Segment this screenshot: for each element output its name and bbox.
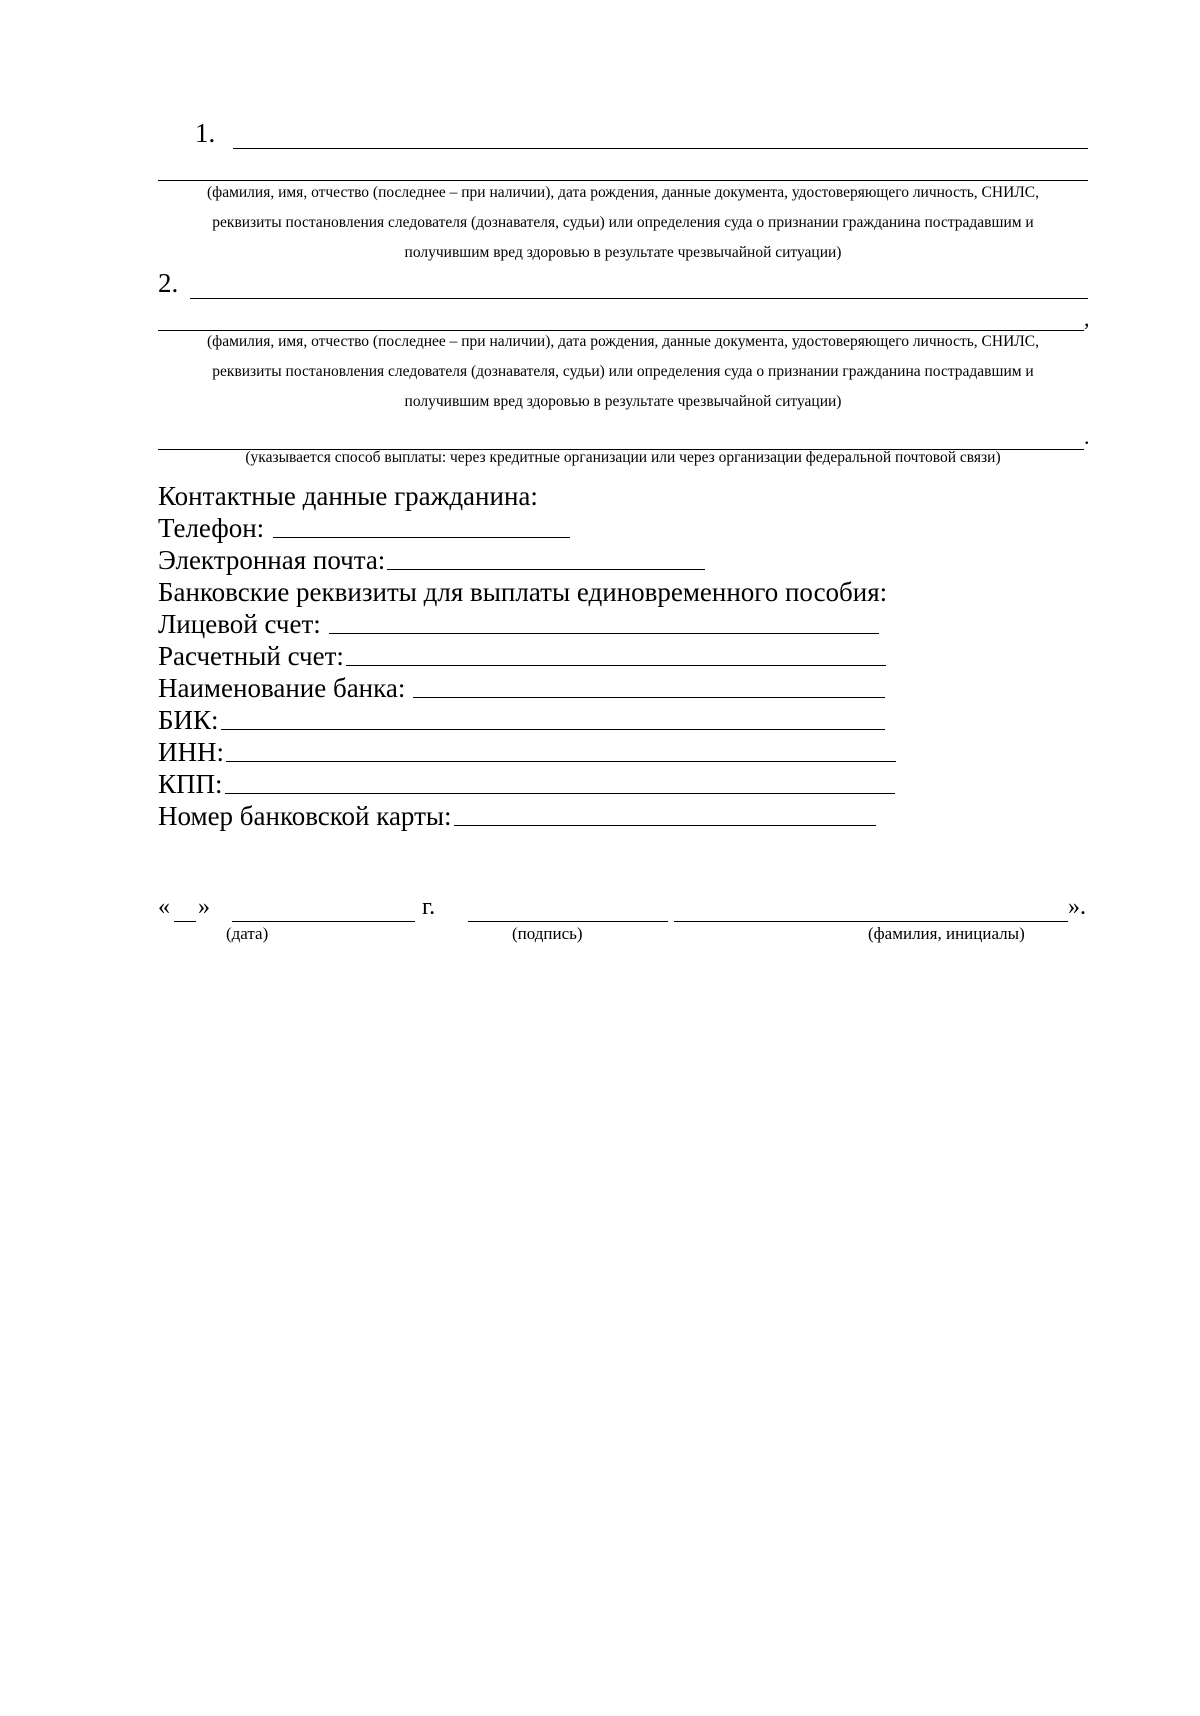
phone-field[interactable]	[273, 513, 570, 538]
email-field[interactable]	[387, 545, 705, 570]
kpp-field[interactable]	[225, 769, 895, 794]
bik-label: БИК:	[158, 705, 219, 735]
bank-details-heading: Банковские реквизиты для выплаты единовременного пособия:	[158, 577, 888, 607]
personal-account-row	[158, 608, 879, 640]
personal-account-field[interactable]	[329, 609, 879, 634]
phone-row	[158, 512, 570, 544]
personal-account-label: Лицевой счет:	[158, 609, 321, 639]
signature-end-mark: ».	[1068, 894, 1086, 920]
settlement-account-row	[158, 640, 886, 672]
person1-caption-line-1: (фамилия, имя, отчество (последнее – при наличии), дата рождения, данные документа, удостоверяющего личность, СНИЛС,	[206, 184, 1039, 201]
full-name-caption: (фамилия, инициалы)	[868, 924, 1025, 943]
email-label: Электронная почта:	[158, 545, 386, 575]
bank-name-field[interactable]	[413, 673, 885, 698]
payment-method-trailing-dot: .	[1084, 424, 1090, 449]
full-name-field[interactable]	[674, 921, 1068, 922]
person1-caption-line-2: реквизиты постановления следователя (дознавателя, судьи) или определения суда о признании гражданина пострадавшим и	[212, 214, 1034, 231]
card-number-field[interactable]	[454, 801, 876, 826]
kpp-row	[158, 768, 895, 800]
bank-name-row	[158, 672, 885, 704]
day-open-quote: «	[158, 894, 170, 920]
item-number-2: 2.	[158, 268, 179, 298]
person2-caption-line-3: получившим вред здоровью в результате чрезвычайной ситуации)	[404, 393, 842, 410]
inn-label: ИНН:	[158, 737, 224, 767]
bik-row	[158, 704, 885, 736]
person2-caption-line-1: (фамилия, имя, отчество (последнее – при наличии), дата рождения, данные документа, удостоверяющего личность, СНИЛС,	[206, 333, 1039, 350]
day-close-quote: »	[198, 894, 210, 920]
signature-field[interactable]	[468, 921, 668, 922]
person2-field-line-1[interactable]	[190, 298, 1088, 299]
email-row	[158, 544, 705, 576]
person2-trailing-comma: ,	[1084, 306, 1090, 331]
bank-name-label: Наименование банка:	[158, 673, 406, 703]
date-caption: (дата)	[226, 924, 269, 943]
payment-method-caption: (указывается способ выплаты: через кредитные организации или через организации федеральной почтовой связи)	[245, 449, 1001, 466]
day-field[interactable]	[174, 921, 196, 922]
contacts-heading: Контактные данные гражданина:	[158, 481, 538, 511]
kpp-label: КПП:	[158, 769, 223, 799]
phone-label: Телефон:	[158, 513, 265, 543]
person1-caption-line-3: получившим вред здоровью в результате чрезвычайной ситуации)	[404, 244, 842, 261]
date-field[interactable]	[232, 921, 415, 922]
bik-field[interactable]	[221, 705, 885, 730]
signature-caption: (подпись)	[512, 924, 583, 943]
card-number-row	[158, 800, 876, 832]
person1-field-line-1[interactable]	[233, 148, 1088, 149]
inn-field[interactable]	[226, 737, 896, 762]
inn-row	[158, 736, 896, 768]
year-suffix: г.	[422, 894, 436, 920]
item-number-1: 1.	[195, 118, 216, 148]
person2-caption-line-2: реквизиты постановления следователя (дознавателя, судьи) или определения суда о признании гражданина пострадавшим и	[212, 363, 1034, 380]
settlement-account-field[interactable]	[346, 641, 886, 666]
card-number-label: Номер банковской карты:	[158, 801, 452, 831]
settlement-account-label: Расчетный счет:	[158, 641, 344, 671]
